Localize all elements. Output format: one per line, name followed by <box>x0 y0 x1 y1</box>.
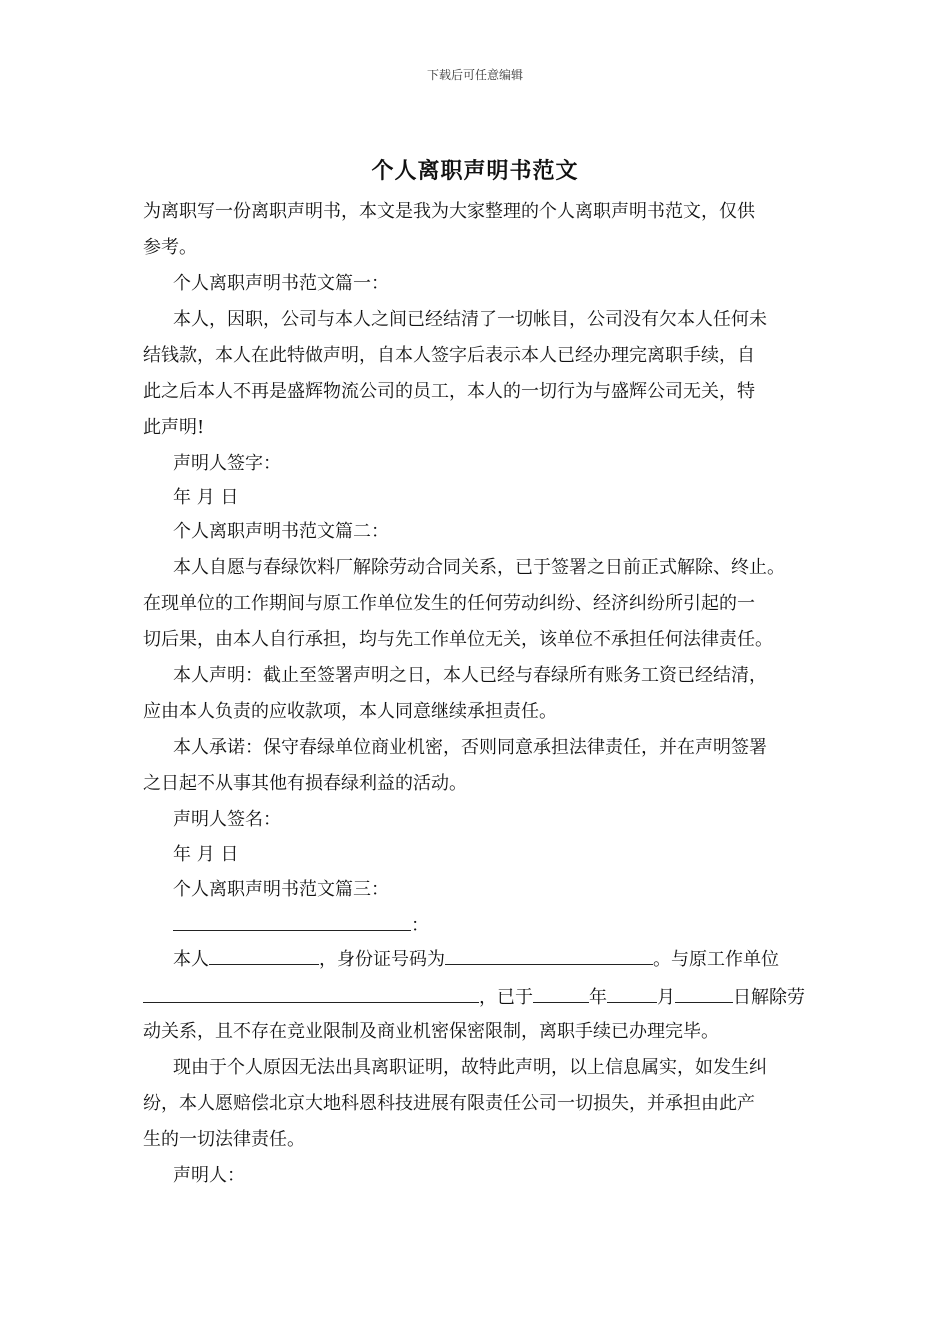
declarant-label: 声明人： <box>173 1165 245 1186</box>
name-blank[interactable] <box>209 946 319 965</box>
section-heading-3: 个人离职声明书范文篇三： <box>173 879 389 900</box>
addressee-blank[interactable] <box>173 912 411 931</box>
paragraph-line: 此声明! <box>143 417 205 438</box>
page-header: 下载后可任意编辑 <box>426 68 523 82</box>
year-blank[interactable] <box>533 984 589 1003</box>
fill-text: 年 <box>589 987 607 1008</box>
intro-line-2: 参考。 <box>143 237 197 258</box>
paragraph-line: 本人自愿与春绿饮料厂解除劳动合同关系，已于签署之日前正式解除、终止。 <box>173 557 785 578</box>
document-title: 个人离职声明书范文 <box>371 158 579 184</box>
signature-label: 声明人签名： <box>173 809 281 830</box>
paragraph-line: 结钱款，本人在此特做声明，自本人签字后表示本人已经办理完离职手续，自 <box>143 345 755 366</box>
fill-in-line-1 <box>173 946 853 972</box>
paragraph-line: 此之后本人不再是盛辉物流公司的员工，本人的一切行为与盛辉公司无关，特 <box>143 381 755 402</box>
date-line: 年 月 日 <box>173 487 239 508</box>
employer-blank[interactable] <box>143 984 479 1003</box>
paragraph-line: 本人声明：截止至签署声明之日，本人已经与春绿所有账务工资已经结清， <box>173 665 767 686</box>
intro-line-1: 为离职写一份离职声明书，本文是我为大家整理的个人离职声明书范文，仅供 <box>143 201 755 222</box>
paragraph-line: 本人，因职，公司与本人之间已经结清了一切帐目，公司没有欠本人任何未 <box>173 309 767 330</box>
fill-text: 。与原工作单位 <box>653 949 779 970</box>
fill-text: ，身份证号码为 <box>319 949 445 970</box>
paragraph-line: 在现单位的工作期间与原工作单位发生的任何劳动纠纷、经济纠纷所引起的一 <box>143 593 755 614</box>
fill-text: 月 <box>657 987 675 1008</box>
fill-text: 日解除劳 <box>733 987 805 1008</box>
month-blank[interactable] <box>607 984 657 1003</box>
paragraph-line: 切后果，由本人自行承担，均与先工作单位无关，该单位不承担任何法律责任。 <box>143 629 773 650</box>
paragraph-line: 应由本人负责的应收款项，本人同意继续承担责任。 <box>143 701 557 722</box>
paragraph-line: 本人承诺：保守春绿单位商业机密，否则同意承担法律责任，并在声明签署 <box>173 737 767 758</box>
addressee-colon: ： <box>411 915 429 936</box>
day-blank[interactable] <box>675 984 733 1003</box>
paragraph-line: 动关系，且不存在竞业限制及商业机密保密限制，离职手续已办理完毕。 <box>143 1021 719 1042</box>
paragraph-line: 之日起不从事其他有损春绿利益的活动。 <box>143 773 467 794</box>
id-number-blank[interactable] <box>445 946 653 965</box>
paragraph-line: 现由于个人原因无法出具离职证明，故特此声明，以上信息属实，如发生纠 <box>173 1057 767 1078</box>
section-heading-1: 个人离职声明书范文篇一： <box>173 273 389 294</box>
fill-text: 本人 <box>173 949 209 970</box>
paragraph-line: 生的一切法律责任。 <box>143 1129 305 1150</box>
addressee-line <box>173 912 853 938</box>
date-line: 年 月 日 <box>173 844 239 865</box>
paragraph-line: 纷，本人愿赔偿北京大地科恩科技进展有限责任公司一切损失，并承担由此产 <box>143 1093 755 1114</box>
section-heading-2: 个人离职声明书范文篇二： <box>173 521 389 542</box>
fill-text: ，已于 <box>479 987 533 1008</box>
fill-in-line-2 <box>143 984 823 1010</box>
signature-label: 声明人签字： <box>173 453 281 474</box>
